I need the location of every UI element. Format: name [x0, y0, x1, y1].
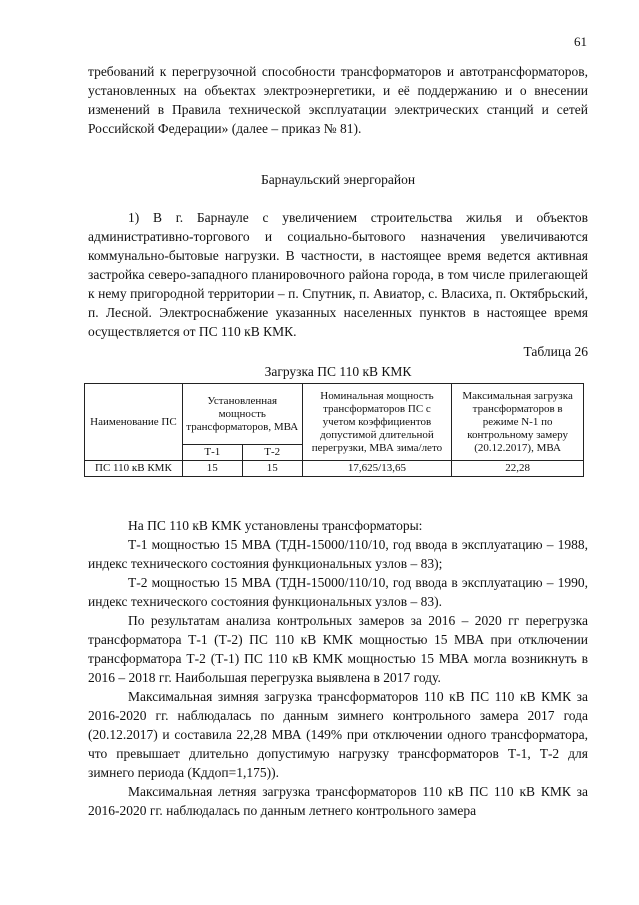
body-text [88, 516, 588, 820]
header-name: Наименование ПС [85, 384, 183, 461]
table-row [85, 461, 584, 477]
header-nominal: Номинальная мощность трансформаторов ПС с учетом коэффициентов допустимой длительной перегрузки, МВА зима/лето [302, 384, 452, 461]
load-table [84, 383, 584, 477]
header-t1: Т-1 [182, 445, 242, 461]
cell-name: ПС 110 кВ КМК [85, 461, 183, 477]
paragraph: Максимальная летняя загрузка трансформаторов 110 кВ ПС 110 кВ КМК за 2016-2020 гг. наблюдалась по данным летнего контрольного замера [88, 784, 588, 818]
cell-max: 22,28 [452, 461, 584, 477]
intro-paragraph [88, 62, 588, 138]
paragraph-1 [88, 208, 588, 341]
page-number: 61 [574, 34, 587, 49]
header-t2: Т-2 [242, 445, 302, 461]
table-caption: Таблица 26 [523, 344, 588, 359]
paragraph: Т-1 мощностью 15 МВА (ТДН-15000/110/10, год ввода в эксплуатацию – 1988, индекс технического состояния функциональных узлов – 83); [88, 537, 588, 571]
paragraph: Т-2 мощностью 15 МВА (ТДН-15000/110/10, год ввода в эксплуатацию – 1990, индекс технического состояния функциональных узлов – 83). [88, 575, 588, 609]
paragraph: На ПС 110 кВ КМК установлены трансформаторы: [128, 518, 423, 533]
header-max: Максимальная загрузка трансформаторов в режиме N-1 по контрольному замеру (20.12.2017), МВА [452, 384, 584, 461]
cell-t2: 15 [242, 461, 302, 477]
section-heading: Барнаульский энергорайон [260, 172, 416, 187]
table-title: Загрузка ПС 110 кВ КМК [264, 364, 412, 379]
intro-text: требований к перегрузочной способности трансформаторов и автотрансформаторов, установленных на объектах электроэнергетики, и её поддержанию и о внесении изменений в Правила технической эксплуатации электрических станций и сетей Российской Федерации» (далее – приказ № 81). [88, 64, 588, 136]
table-header-row [85, 384, 584, 445]
paragraph: По результатам анализа контрольных замеров за 2016 – 2020 гг перегрузка трансформатора Т-1 (Т-2) ПС 110 кВ КМК мощностью 15 МВА при отключении трансформатора Т-2 (Т-1) ПС 110 кВ КМК мощностью 15 МВА могла возникнуть в 2016 – 2018 гг. Наибольшая перегрузка выявлена в 2017 году. [88, 613, 588, 685]
cell-t1: 15 [182, 461, 242, 477]
cell-nominal: 17,625/13,65 [302, 461, 452, 477]
paragraph: Максимальная зимняя загрузка трансформаторов 110 кВ ПС 110 кВ КМК за 2016-2020 гг. наблюдалась по данным зимнего контрольного замера 2017 года (20.12.2017) и составила 22,28 МВА (149% при отключении одного трансформатора, что превышает длительно допустимую нагрузку трансформаторов Т-1, Т-2 для зимнего периода (Кддоп=1,175)). [88, 689, 588, 780]
paragraph-1-text: 1) В г. Барнауле с увеличением строительства жилья и объектов административно-торгового и социально-бытового назначения увеличиваются коммунально-бытовые нагрузки. В частности, в настоящее время ведется активная застройка северо-западного планировочного района города, в том числе прилегающей к нему пригородной территории – п. Спутник, п. Авиатор, с. Власиха, п. Октябрьский, п. Лесной. Электроснабжение указанных населенных пунктов в настоящее время осуществляется от ПС 110 кВ КМК. [88, 210, 588, 339]
header-installed: Установленная мощность трансформаторов, МВА [182, 384, 302, 445]
